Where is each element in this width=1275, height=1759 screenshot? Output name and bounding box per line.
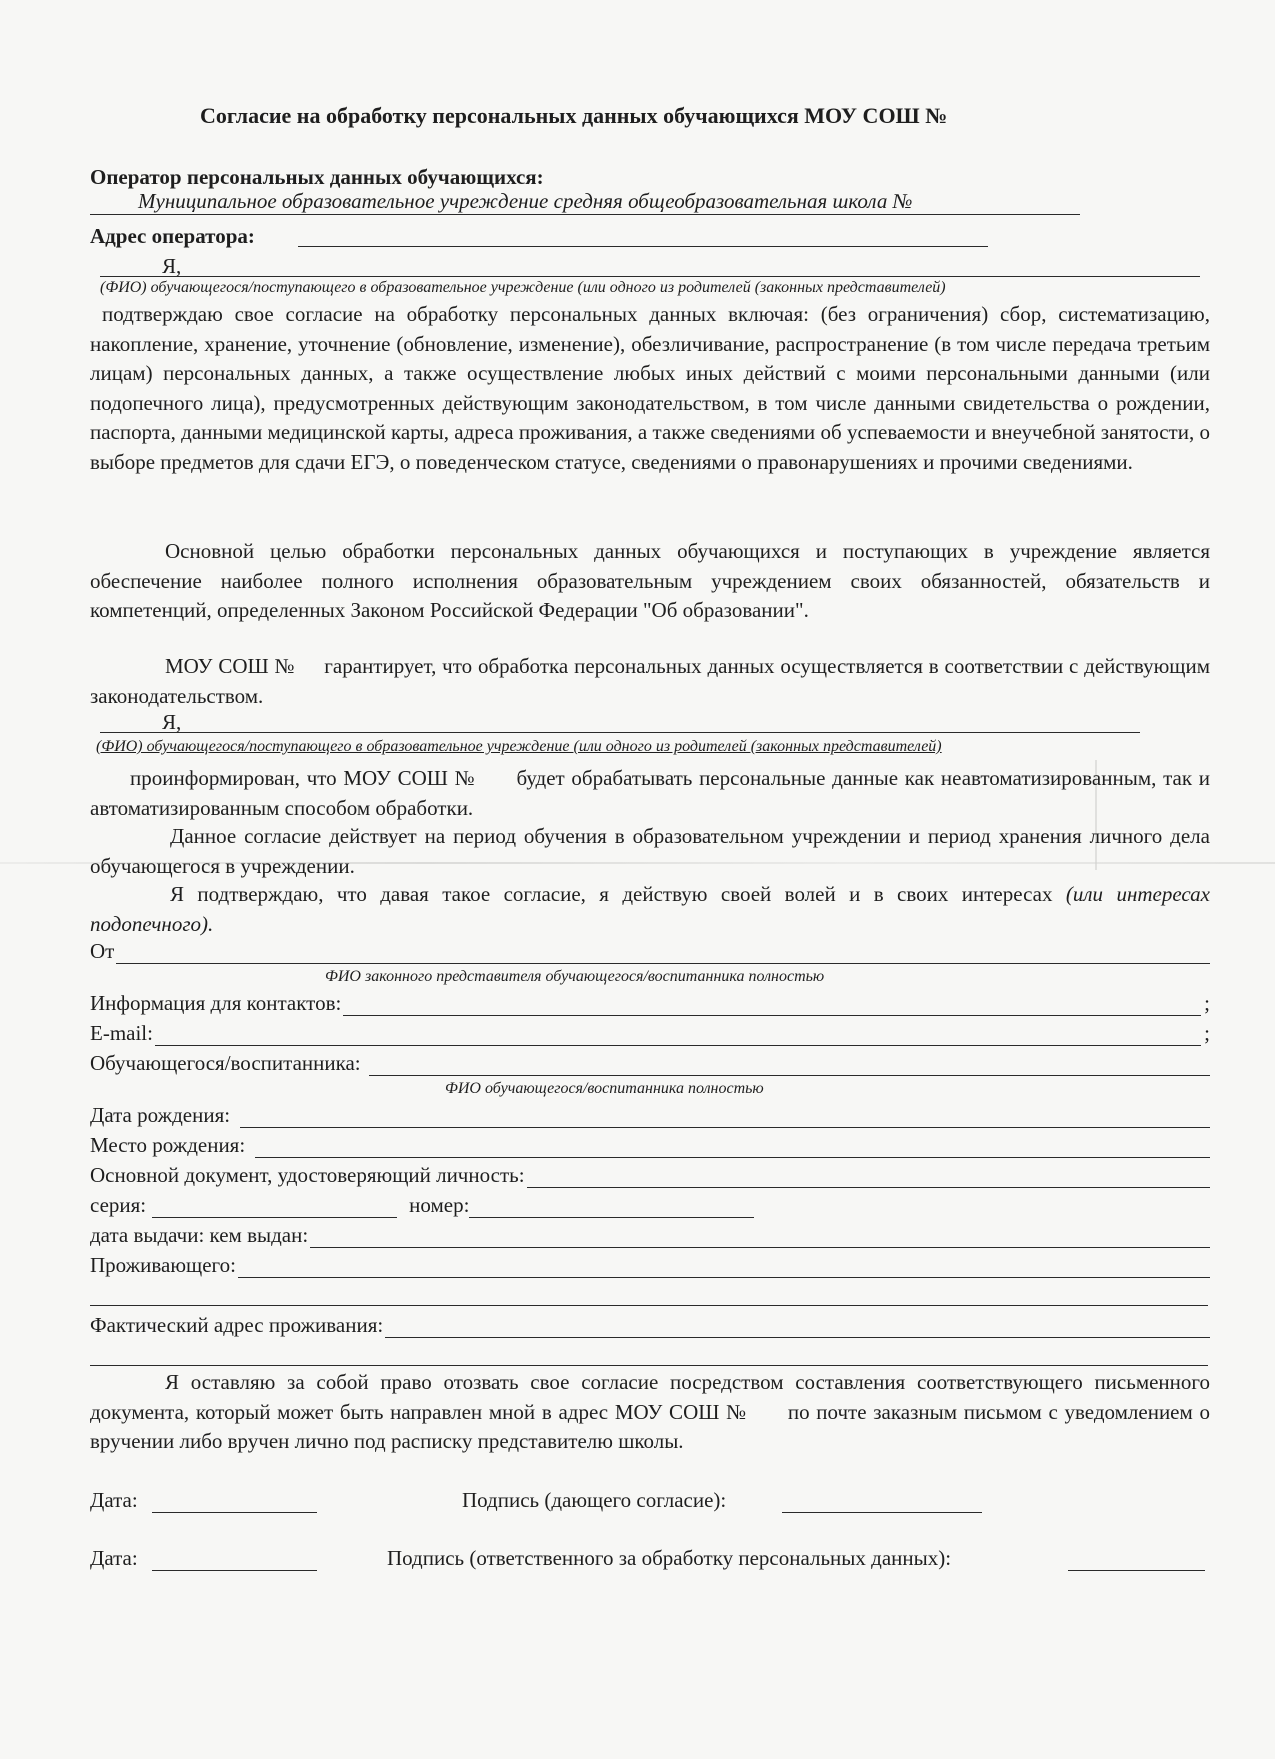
number-label: номер: [409, 1193, 470, 1217]
free-will-italic: (или интересах подопечного). [90, 882, 1210, 936]
doc-field[interactable] [527, 1167, 1210, 1188]
residing-field[interactable] [238, 1257, 1210, 1278]
free-will-text: Я подтверждаю, что давая такое согласие, я действую своей волей и в своих интересах [170, 882, 1066, 906]
representative-caption: ФИО законного представителя обучающегося/воспитанника полностью [325, 968, 825, 985]
contacts-field[interactable] [343, 995, 1201, 1016]
residing-label: Проживающего: [90, 1253, 236, 1277]
date-label-2: Дата: [90, 1546, 138, 1570]
contacts-label: Информация для контактов: [90, 991, 342, 1015]
dob-field[interactable] [240, 1107, 1210, 1128]
consent-paragraph-1: подтверждаю свое согласие на обработку персональных данных включая: (без ограничения) сбор, систематизацию, накопление, хранение, уточнение (обновление, изменение), обезличивание, распространение (в том числе передача третьим лицам) персональных данных, а также осуществление любых иных действий с моими персональными данными (или подопечного лица), предусмотренных действующим законодательством, в том числе данными свидетельства о рождении, паспорта, данными медицинской карты, адреса проживания, а также сведениями об успеваемости и внеучебной занятости, о выборе предметов для сдачи ЕГЭ, о поведенческом статусе, сведениями о правонарушениях и прочими сведениями. [90, 302, 1210, 474]
fio-line-2[interactable] [100, 710, 1140, 733]
number-field[interactable] [469, 1197, 754, 1218]
date-field-2[interactable] [152, 1548, 317, 1571]
doc-label: Основной документ, удостоверяющий личность: [90, 1163, 525, 1187]
email-row [90, 1018, 1210, 1046]
purpose-paragraph: Основной целью обработки персональных данных обучающихся и поступающих в учреждение является обеспечение наиболее полного исполнения образовательным учреждением своих обязанностей, обязательств и компетенций, определенных Законом Российской Федерации "Об образовании". [90, 539, 1210, 623]
from-label: От [90, 939, 115, 963]
signature-responsible-field[interactable] [1068, 1548, 1205, 1571]
email-semicolon: ; [1204, 1021, 1210, 1045]
signature-consenting-field[interactable] [782, 1490, 982, 1513]
series-number-row [90, 1190, 1210, 1218]
issue-label: дата выдачи: кем выдан: [90, 1223, 309, 1247]
residing-row [90, 1250, 1210, 1278]
actual-address-field[interactable] [385, 1317, 1210, 1338]
pob-label: Место рождения: [90, 1133, 246, 1157]
student-fio-field[interactable] [369, 1055, 1210, 1076]
date-field-1[interactable] [152, 1490, 317, 1513]
actual-address-field-line-2[interactable] [90, 1343, 1208, 1366]
operator-address-field[interactable] [298, 224, 988, 247]
dob-label: Дата рождения: [90, 1103, 231, 1127]
revocation-paragraph: Я оставляю за собой право отозвать свое согласие посредством составления соответствующего письменного документа, который может быть направлен мной в адрес МОУ СОШ № по почте заказным письмом с уведомлением о вручении либо вручен лично под расписку представителю школы. [90, 1370, 1216, 1454]
series-label: серия: [90, 1193, 147, 1217]
pob-row [90, 1130, 1210, 1158]
dob-row [90, 1100, 1210, 1128]
actual-address-label: Фактический адрес проживания: [90, 1313, 384, 1337]
fio-caption-2: (ФИО) обучающегося/поступающего в образовательное учреждение (или одного из родителей (законных представителей) [96, 738, 942, 755]
contacts-row [90, 988, 1210, 1016]
operator-name: Муниципальное образовательное учреждение средняя общеобразовательная школа № [138, 189, 913, 213]
guarantee-paragraph: МОУ СОШ № гарантирует, что обработка персональных данных осуществляется в соответствии с действующим законодательством. [90, 654, 1216, 708]
doc-row [90, 1160, 1210, 1188]
informed-paragraph: проинформирован, что МОУ СОШ № будет обрабатывать персональные данные как неавтоматизированным, так и автоматизированным способом обработки. [90, 766, 1216, 820]
contacts-semicolon: ; [1204, 991, 1210, 1015]
signature-consenting-label: Подпись (дающего согласие): [462, 1488, 727, 1512]
document-title: Согласие на обработку персональных данных обучающихся МОУ СОШ № [200, 103, 948, 128]
free-will-paragraph [90, 880, 1210, 939]
operator-address-label: Адрес оператора: [90, 224, 255, 248]
email-label: E-mail: [90, 1021, 153, 1045]
issue-row [90, 1220, 1210, 1248]
issue-field[interactable] [310, 1227, 1210, 1248]
actual-address-row [90, 1310, 1210, 1338]
signature-responsible-label: Подпись (ответственного за обработку персональных данных): [387, 1546, 952, 1570]
validity-paragraph: Данное согласие действует на период обучения в образовательном учреждении и период хранения личного дела обучающегося в учреждении. [90, 824, 1210, 878]
student-row [90, 1048, 1210, 1076]
representative-fio-field[interactable] [116, 943, 1210, 964]
fio-caption-1: (ФИО) обучающегося/поступающего в образовательное учреждение (или одного из родителей (законных представителей) [100, 279, 946, 296]
series-field[interactable] [152, 1197, 397, 1218]
from-row [90, 936, 1210, 964]
fio-line-1[interactable] [100, 254, 1200, 277]
residing-field-line-2[interactable] [90, 1283, 1208, 1306]
email-field[interactable] [155, 1025, 1201, 1046]
ya-label-1: Я, [162, 254, 182, 278]
student-label: Обучающегося/воспитанника: [90, 1051, 361, 1075]
ya-label-2: Я, [162, 710, 182, 734]
date-label-1: Дата: [90, 1488, 138, 1512]
operator-label: Оператор персональных данных обучающихся: [90, 165, 544, 189]
student-caption: ФИО обучающегося/воспитанника полностью [445, 1080, 764, 1097]
pob-field[interactable] [255, 1137, 1210, 1158]
